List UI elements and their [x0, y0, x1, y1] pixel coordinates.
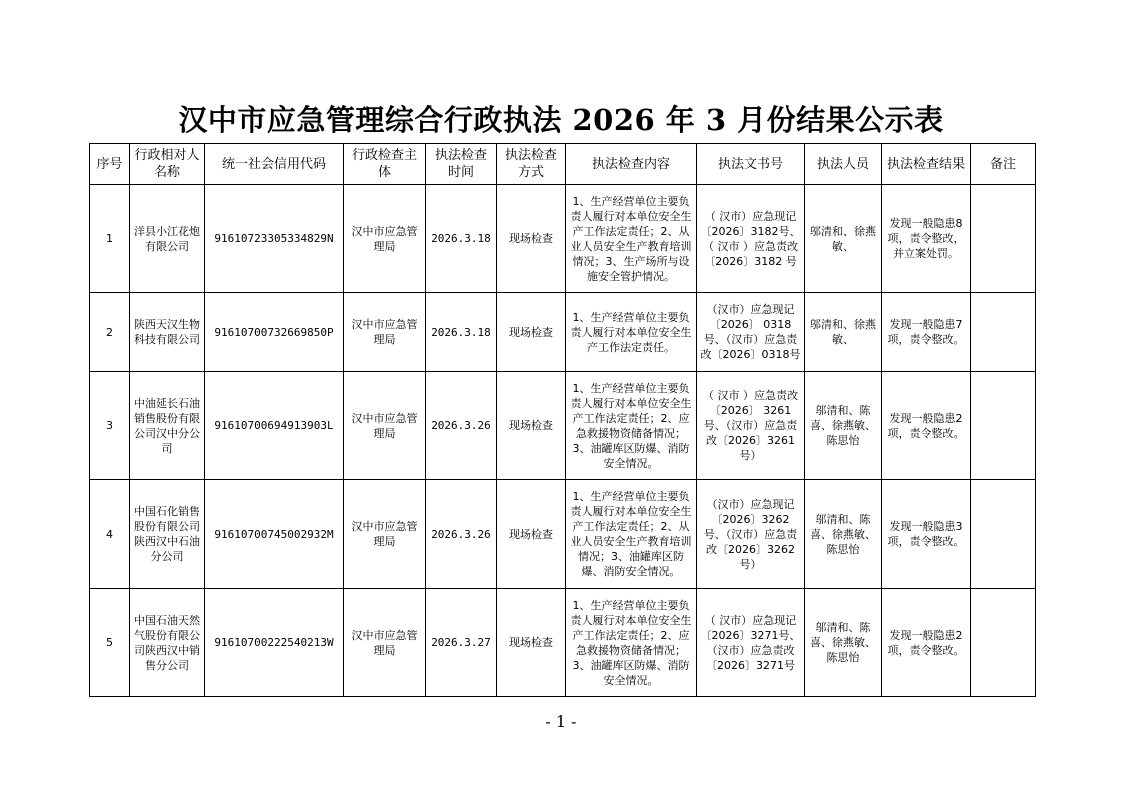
cell-remark — [971, 589, 1036, 697]
cell-credit-code: 91610700694913903L — [205, 372, 344, 480]
cell-time: 2026.3.26 — [426, 372, 497, 480]
cell-doc-no: （ 汉市 ）应急责改〔2026〕 3261号、（汉市）应急责改〔2026〕3261号） — [697, 372, 805, 480]
cell-remark — [971, 293, 1036, 372]
table-row — [90, 372, 1036, 480]
cell-result: 发现一般隐患2项，责令整改。 — [882, 372, 971, 480]
cell-method: 现场检查 — [497, 480, 566, 589]
table-header-row — [90, 144, 1036, 185]
results-table — [89, 143, 1036, 697]
table-row — [90, 293, 1036, 372]
cell-party: 中国石油天然气股份有限公司陕西汉中销售分公司 — [130, 589, 205, 697]
header-subject: 行政检查主体 — [344, 144, 426, 185]
cell-time: 2026.3.18 — [426, 185, 497, 293]
cell-method: 现场检查 — [497, 185, 566, 293]
header-officers: 执法人员 — [805, 144, 882, 185]
cell-seq: 1 — [90, 185, 130, 293]
cell-doc-no: （ 汉市）应急现记〔2026〕3271号、（汉市）应急责改〔2026〕3271号 — [697, 589, 805, 697]
cell-result: 发现一般隐患7项，责令整改。 — [882, 293, 971, 372]
cell-officers: 邬清和、陈喜、徐燕敏、陈思怡 — [805, 589, 882, 697]
cell-result: 发现一般隐患8项，责令整改，并立案处罚。 — [882, 185, 971, 293]
cell-seq: 5 — [90, 589, 130, 697]
cell-result: 发现一般隐患2项，责令整改。 — [882, 589, 971, 697]
cell-doc-no: （ 汉市）应急现记〔2026〕3182号、（ 汉市 ）应急责改〔2026〕3182 号 — [697, 185, 805, 293]
cell-credit-code: 91610700732669850P — [205, 293, 344, 372]
cell-content: 1、生产经营单位主要负责人履行对本单位安全生产工作法定责任；2、应急救援物资储备情况；3、油罐库区防爆、消防安全情况。 — [566, 372, 697, 480]
table-row — [90, 185, 1036, 293]
table-row — [90, 589, 1036, 697]
cell-content: 1、生产经营单位主要负责人履行对本单位安全生产工作法定责任；2、从业人员安全生产教育培训情况；3、油罐库区防爆、消防安全情况。 — [566, 480, 697, 589]
cell-method: 现场检查 — [497, 372, 566, 480]
cell-credit-code: 91610700222540213W — [205, 589, 344, 697]
cell-result: 发现一般隐患3项，责令整改。 — [882, 480, 971, 589]
cell-subject: 汉中市应急管理局 — [344, 480, 426, 589]
cell-content: 1、生产经营单位主要负责人履行对本单位安全生产工作法定责任。 — [566, 293, 697, 372]
header-credit-code: 统一社会信用代码 — [205, 144, 344, 185]
cell-party: 中国石化销售股份有限公司陕西汉中石油分公司 — [130, 480, 205, 589]
cell-subject: 汉中市应急管理局 — [344, 589, 426, 697]
header-doc-no: 执法文书号 — [697, 144, 805, 185]
cell-credit-code: 91610700745002932M — [205, 480, 344, 589]
cell-remark — [971, 185, 1036, 293]
cell-subject: 汉中市应急管理局 — [344, 372, 426, 480]
cell-content: 1、生产经营单位主要负责人履行对本单位安全生产工作法定责任；2、应急救援物资储备情况；3、油罐库区防爆、消防安全情况。 — [566, 589, 697, 697]
cell-officers: 邬清和、陈喜、徐燕敏、陈思怡 — [805, 480, 882, 589]
cell-officers: 邬清和、陈喜、徐燕敏、陈思怡 — [805, 372, 882, 480]
cell-doc-no: （汉市）应急现记〔2026〕 0318号、（汉市）应急责改〔2026〕0318号 — [697, 293, 805, 372]
document-title: 汉中市应急管理综合行政执法 2026 年 3 月份结果公示表 — [178, 103, 944, 137]
page-number: - 1 - — [545, 712, 577, 731]
header-party: 行政相对人名称 — [130, 144, 205, 185]
cell-officers: 邬清和、徐燕敏、 — [805, 185, 882, 293]
cell-seq: 2 — [90, 293, 130, 372]
cell-party: 洋县小江花炮有限公司 — [130, 185, 205, 293]
cell-party: 中油延长石油销售股份有限公司汉中分公司 — [130, 372, 205, 480]
cell-subject: 汉中市应急管理局 — [344, 185, 426, 293]
table-row — [90, 480, 1036, 589]
header-content: 执法检查内容 — [566, 144, 697, 185]
cell-remark — [971, 372, 1036, 480]
cell-time: 2026.3.18 — [426, 293, 497, 372]
cell-method: 现场检查 — [497, 293, 566, 372]
cell-content: 1、生产经营单位主要负责人履行对本单位安全生产工作法定责任；2、从业人员安全生产教育培训情况；3、生产场所与设施安全管护情况。 — [566, 185, 697, 293]
cell-time: 2026.3.26 — [426, 480, 497, 589]
header-method: 执法检查方式 — [497, 144, 566, 185]
cell-subject: 汉中市应急管理局 — [344, 293, 426, 372]
header-seq: 序号 — [90, 144, 130, 185]
header-remark: 备注 — [971, 144, 1036, 185]
cell-doc-no: （汉市）应急现记〔2026〕3262 号、（汉市）应急责改〔2026〕3262 号） — [697, 480, 805, 589]
cell-method: 现场检查 — [497, 589, 566, 697]
cell-time: 2026.3.27 — [426, 589, 497, 697]
cell-officers: 邬清和、徐燕敏、 — [805, 293, 882, 372]
cell-seq: 3 — [90, 372, 130, 480]
cell-remark — [971, 480, 1036, 589]
cell-seq: 4 — [90, 480, 130, 589]
cell-credit-code: 91610723305334829N — [205, 185, 344, 293]
cell-party: 陕西天汉生物科技有限公司 — [130, 293, 205, 372]
header-result: 执法检查结果 — [882, 144, 971, 185]
header-time: 执法检查时间 — [426, 144, 497, 185]
